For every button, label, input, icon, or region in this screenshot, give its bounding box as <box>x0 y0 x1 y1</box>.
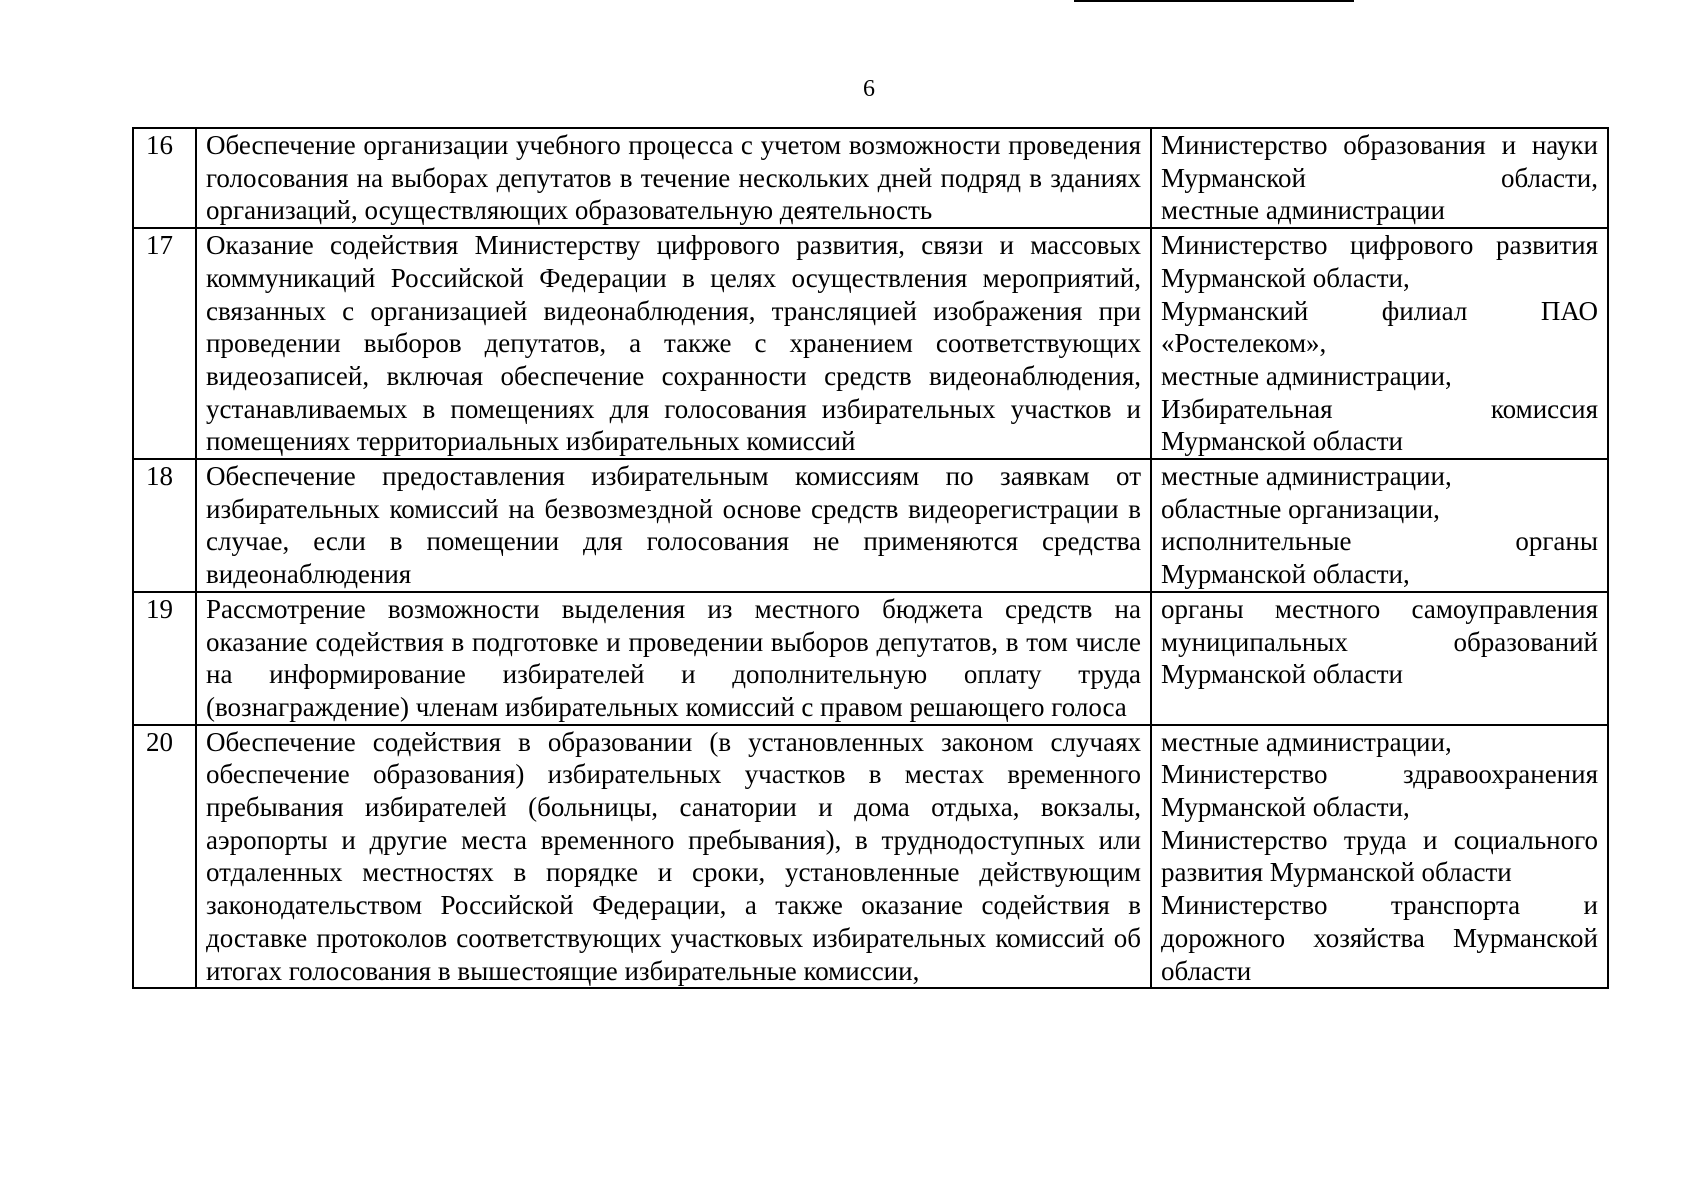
responsible-line: Министерство цифрового развития <box>1161 230 1598 261</box>
table-row <box>133 128 1608 228</box>
responsible-parties <box>1151 459 1608 592</box>
responsible-line: Мурманской области, <box>1161 792 1410 823</box>
measures-table <box>132 127 1609 989</box>
action-description: Обеспечение предоставления избирательным комиссиям по заявкам от избирательных комиссий на безвозмездной основе средств видеорегистрации в случае, если в помещении для голосования не применяются средства видеонаблюдения <box>196 459 1151 592</box>
row-number: 19 <box>133 592 196 725</box>
table-row <box>133 592 1608 725</box>
responsible-line: развития Мурманской области <box>1161 857 1512 888</box>
responsible-line: области <box>1161 955 1252 986</box>
action-description: Оказание содействия Министерству цифрового развития, связи и массовых коммуникаций Российской Федерации в целях осуществления мероприятий, связанных с организацией видеонаблюдения, трансляцией изображения при проведении выборов депутатов, а также с хранением соответствующих видеозаписей, включая обеспечение сохранности средств видеонаблюдения, устанавливаемых в помещениях для голосования избирательных участков и помещениях территориальных избирательных комиссий <box>196 228 1151 459</box>
responsible-line: Министерство образования и науки <box>1161 130 1598 160</box>
row-number: 18 <box>133 459 196 592</box>
responsible-line: местные администрации, <box>1161 360 1452 391</box>
action-description: Обеспечение организации учебного процесса с учетом возможности проведения голосования на выборах депутатов в течение нескольких дней подряд в зданиях организаций, осуществляющих образовательную деятельность <box>196 128 1151 228</box>
responsible-line: Мурманский филиал ПАО <box>1161 295 1598 326</box>
responsible-line: Мурманской области <box>1161 659 1403 690</box>
responsible-line: местные администрации, <box>1161 726 1452 757</box>
responsible-line: Мурманской области, <box>1161 559 1410 590</box>
responsible-line: Мурманской области, <box>1161 262 1410 293</box>
page-number: 6 <box>863 76 875 102</box>
top-rule <box>1074 0 1354 2</box>
responsible-line: Избирательная комиссия <box>1161 393 1598 424</box>
action-description: Обеспечение содействия в образовании (в установленных законом случаях обеспечение образования) избирательных участков в местах временного пребывания избирателей (больницы, санатории и дома отдыха, вокзалы, аэропорты и другие места временного пребывания), в труднодоступных или отдаленных местностях в порядке и сроки, установленные действующим законодательством Российской Федерации, а также оказание содействия в доставке протоколов соответствующих участковых избирательных комиссий об итогах голосования в вышестоящие избирательные комиссии, <box>196 725 1151 989</box>
measures-table-body <box>133 128 1608 988</box>
responsible-line: исполнительные органы <box>1161 526 1598 557</box>
table-row <box>133 725 1608 989</box>
responsible-line: Министерство здравоохранения <box>1161 759 1598 790</box>
responsible-line: местные администрации <box>1161 195 1445 226</box>
responsible-parties <box>1151 592 1608 725</box>
responsible-line: Мурманской области, <box>1161 162 1598 193</box>
responsible-parties <box>1151 128 1608 228</box>
responsible-line: Министерство транспорта и <box>1161 890 1598 921</box>
responsible-line: «Ростелеком», <box>1161 328 1327 359</box>
responsible-line: Мурманской области <box>1161 426 1403 457</box>
responsible-line: муниципальных образований <box>1161 626 1598 657</box>
responsible-parties <box>1151 725 1608 989</box>
row-number: 20 <box>133 725 196 989</box>
responsible-line: областные организации, <box>1161 493 1440 524</box>
action-description: Рассмотрение возможности выделения из местного бюджета средств на оказание содействия в подготовке и проведении выборов депутатов, в том числе на информирование избирателей и дополнительную оплату труда (вознаграждение) членам избирательных комиссий с правом решающего голоса <box>196 592 1151 725</box>
responsible-line: дорожного хозяйства Мурманской <box>1161 922 1598 953</box>
table-row <box>133 228 1608 459</box>
responsible-line: Министерство труда и социального <box>1161 824 1598 855</box>
responsible-line: местные администрации, <box>1161 461 1452 492</box>
row-number: 17 <box>133 228 196 459</box>
row-number: 16 <box>133 128 196 228</box>
responsible-parties <box>1151 228 1608 459</box>
table-row <box>133 459 1608 592</box>
responsible-line: органы местного самоуправления <box>1161 593 1598 624</box>
